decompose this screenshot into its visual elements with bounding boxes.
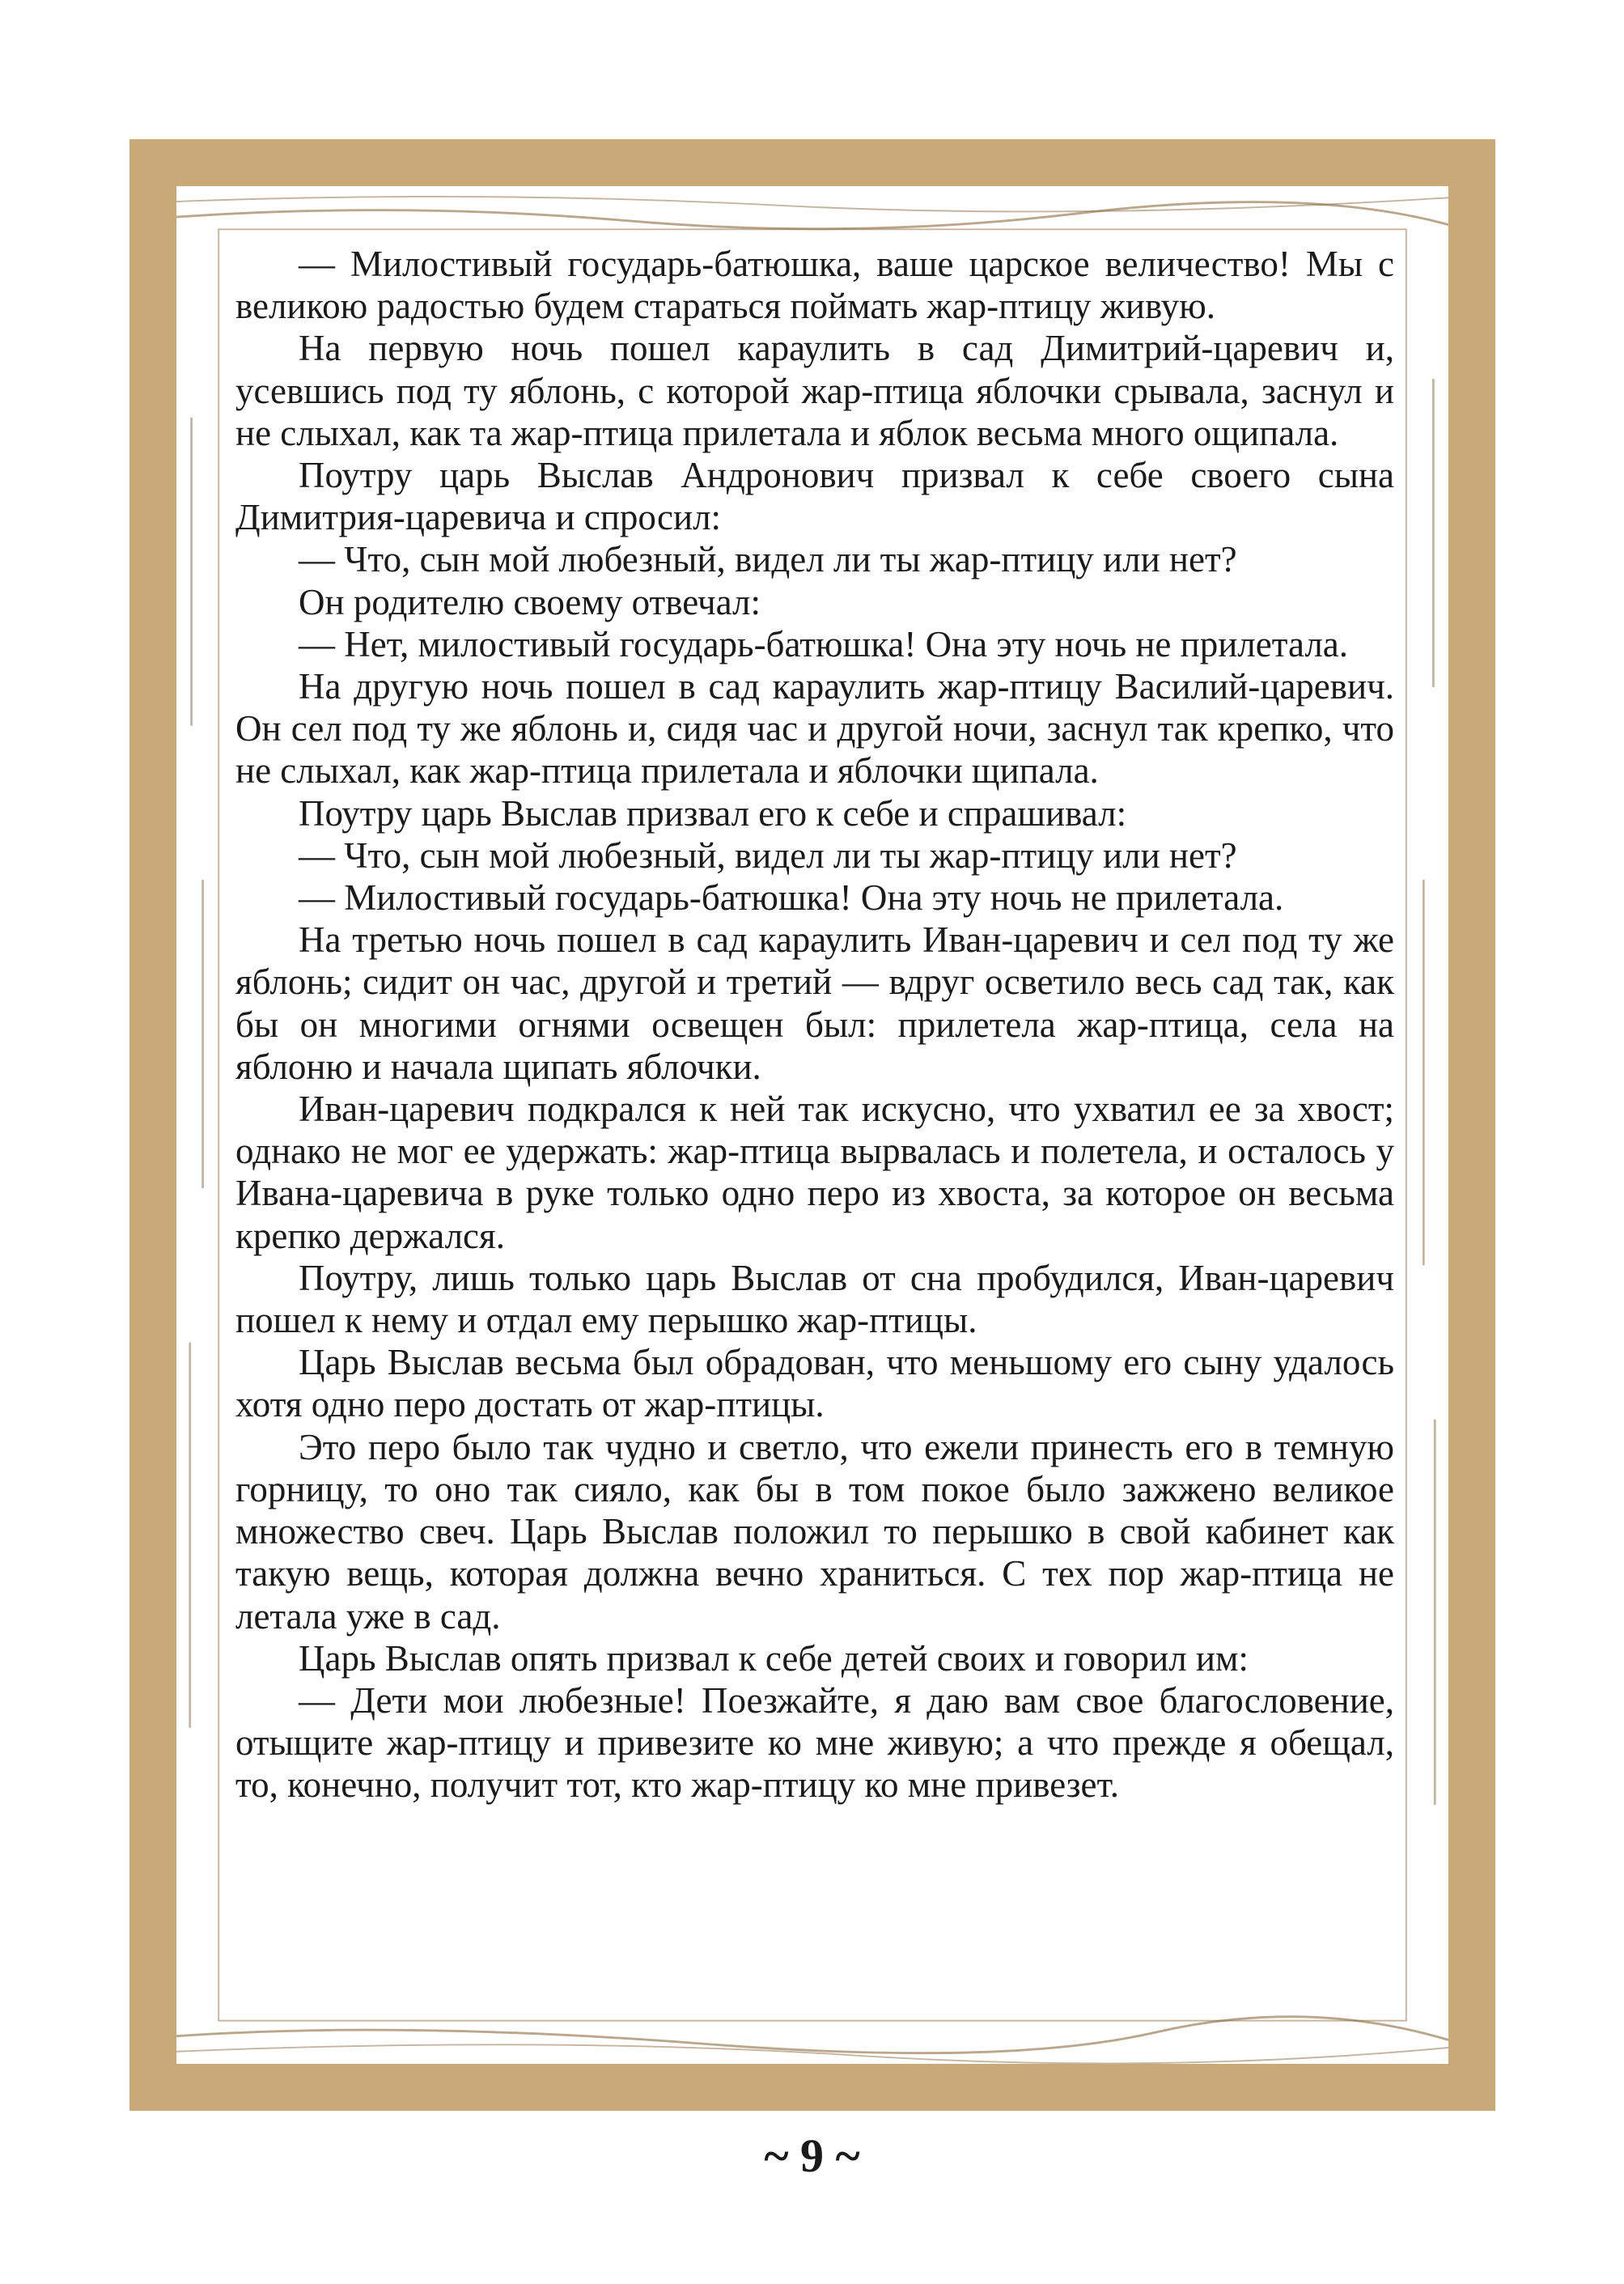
paragraph: — Что, сын мой любезный, видел ли ты жар-птицу или нет? — [299, 539, 1237, 580]
paragraph: Он родителю своему отвечал: — [299, 581, 761, 622]
paragraph: Иван-царевич подкрался к ней так искусно, что ухватил ее за хвост; однако не мог ее удержать: жар-птица вырвалась и полетела, и осталось у Ивана-царевича в руке только одно перо из хвоста, за которое он весьма крепко держался. — [235, 1089, 1394, 1256]
paragraph: Царь Выслав опять призвал к себе детей своих и говорил им: — [299, 1637, 1249, 1679]
paragraph: Это перо было так чудно и светло, что ежели принесть его в темную горницу, то оно так сияло, как бы в том покое было зажжено великое множество свеч. Царь Выслав положил то перышко в свой кабинет как такую вещь, которая должна вечно храниться. С тех пор жар-птица не летала уже в сад. — [235, 1426, 1394, 1637]
paragraph: — Дети мои любезные! Поезжайте, я даю вам свое благословение, отыщите жар-птицу и привезите ко мне живую; а что прежде я обещал, то, конечно, получит тот, кто жар-птицу ко мне привезет. — [235, 1679, 1394, 1806]
story-text — [235, 243, 1394, 1806]
paragraph: На первую ночь пошел караулить в сад Димитрий-царевич и, усевшись под ту яблонь, с которой жар-птица яблочки срывала, заснул и не слыхал, как та жар-птица прилетала и яблок весьма много ощипала. — [235, 328, 1394, 453]
paragraph: На другую ночь пошел в сад караулить жар-птицу Василий-царевич. Он сел под ту же яблонь и, сидя час и другой ночи, заснул так крепко, что не слыхал, как жар-птица прилетала и яблочки щипала. — [235, 666, 1394, 792]
paragraph: Царь Выслав весьма был обрадован, что меньшому его сыну удалось хотя одно перо достать от жар-птицы. — [235, 1342, 1394, 1425]
paragraph: Поутру, лишь только царь Выслав от сна пробудился, Иван-царевич пошел к нему и отдал ему перышко жар-птицы. — [235, 1257, 1394, 1341]
paragraph: — Милостивый государь-батюшка! Она эту ночь не прилетала. — [299, 877, 1284, 919]
paragraph: Поутру царь Выслав призвал его к себе и спрашивал: — [299, 792, 1127, 834]
paragraph: Поутру царь Выслав Андронович призвал к себе своего сына Димитрия-царевича и спросил: — [235, 455, 1394, 538]
paragraph: — Нет, милостивый государь-батюшка! Она эту ночь не прилетала. — [299, 623, 1349, 664]
paragraph: — Милостивый государь-батюшка, ваше царское величество! Мы с великою радостью будем стараться поймать жар-птицу живую. — [235, 244, 1394, 327]
page-number: ~ 9 ~ — [764, 2129, 860, 2182]
paragraph: — Что, сын мой любезный, видел ли ты жар-птицу или нет? — [299, 834, 1237, 876]
paragraph: На третью ночь пошел в сад караулить Иван-царевич и сел под ту же яблонь; сидит он час, другой и третий — вдруг осветило весь сад так, как бы он многими огнями освещен был: прилетела жар-птица, села на яблоню и начала щипать яблочки. — [235, 919, 1394, 1087]
